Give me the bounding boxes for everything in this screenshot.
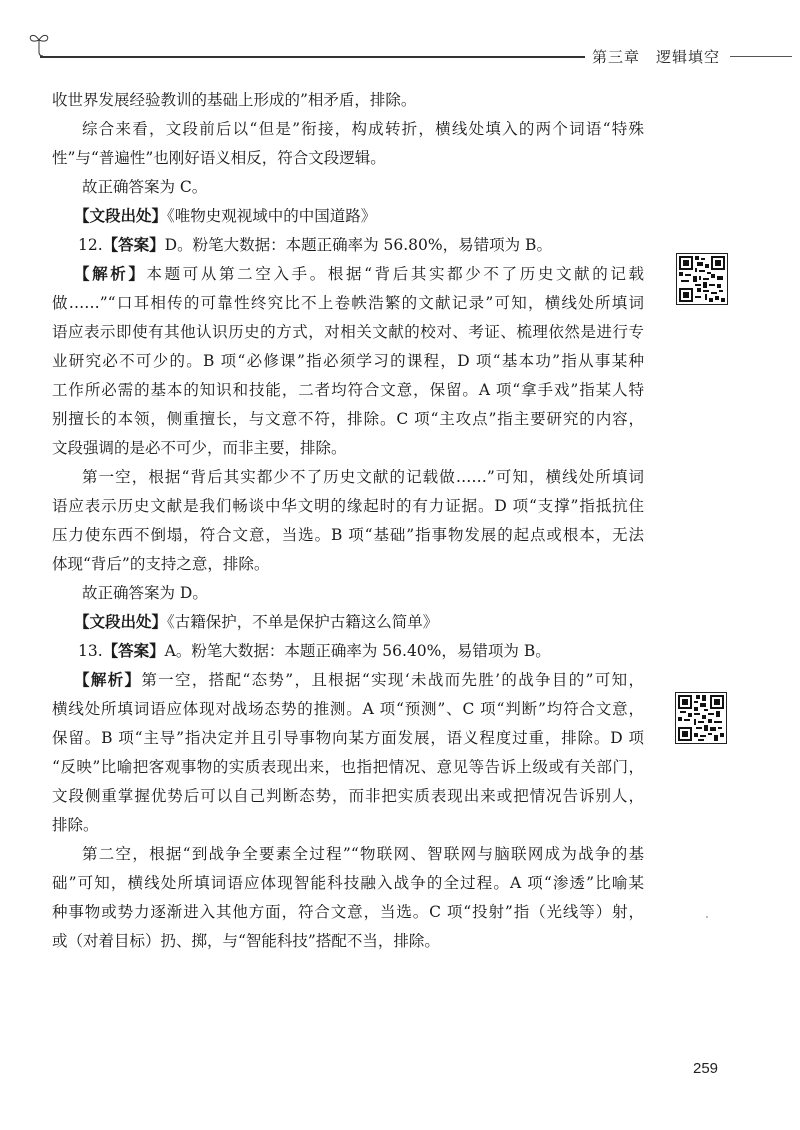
q12-analysis-line: [52, 260, 644, 289]
conclusion-line: 故正确答案为 C。: [82, 178, 208, 196]
text-line: 工作所必需的基本的知识和技能，二者均符合文意，保留。A 项“拿手戏”指某人特: [52, 381, 644, 399]
analysis-text: 第一空，搭配“态势”，且根据“实现‘未战而先胜’的战争目的”可知，: [141, 671, 644, 689]
answer-text: A。粉笔大数据：本题正确率为 56.40%，易错项为 B。: [164, 642, 551, 660]
q13-analysis-line: [52, 666, 644, 695]
text-line: 综合来看，文段前后以“但是”衔接，构成转折，横线处填入的两个词语“特殊: [82, 120, 644, 138]
text-line: 文段侧重掌握优势后可以自己判断态势，而非把实质表现出来或把情况告诉别人，: [52, 787, 644, 805]
text-line: 横线处所填词语应体现对战场态势的推测。A 项“预测”、C 项“判断”均符合文意，: [52, 700, 644, 718]
answer-text: D。粉笔大数据：本题正确率为 56.80%，易错项为 B。: [164, 236, 552, 254]
text-line: 种事物或势力逐渐进入其他方面，符合文意，当选。C 项“投射”指（光线等）射，: [52, 903, 644, 921]
question-number: 13.: [78, 642, 103, 660]
text-line: 性”与“普遍性”也刚好语义相反，符合文段逻辑。: [52, 149, 386, 167]
answer-label: 【答案】: [102, 236, 165, 254]
q12-qr-code[interactable]: [676, 253, 728, 305]
scan-artifact-dot: [706, 916, 708, 918]
text-line: 第一空，根据“背后其实都少不了历史文献的记载做……”可知，横线处所填词: [82, 468, 644, 486]
text-line: 础”可知，横线处所填词语应体现智能科技融入战争的全过程。A 项“渗透”比喻某: [52, 874, 644, 892]
page-body: [52, 86, 644, 956]
text-line: 语应表示即使有其他认识历史的方式，对相关文献的校对、考证、梳理依然是进行专: [52, 323, 644, 341]
text-line: 文段强调的是必不可少，而非主要，排除。: [52, 439, 347, 457]
chapter-title: [592, 46, 720, 67]
sprout-leaf-icon: [28, 30, 50, 56]
text-line: 或（对着目标）扔、掷，与“智能科技”搭配不当，排除。: [52, 932, 440, 950]
source-line: [52, 608, 644, 637]
source-line: [52, 202, 644, 231]
header-rule-right: [730, 56, 792, 57]
source-title: 《唯物史观视域中的中国道路》: [167, 207, 377, 225]
conclusion-line: 故正确答案为 D。: [82, 584, 208, 602]
text-line: 压力使东西不倒塌，符合文意，当选。B 项“基础”指事物发展的起点或根本，无法: [52, 526, 644, 544]
chapter-number: 第三章: [592, 48, 641, 66]
text-line: 做……”“口耳相传的可靠性终究比不上卷帙浩繁的文献记录”可知，横线处所填词: [52, 294, 644, 312]
analysis-text: 本题可从第二空入手。根据“背后其实都少不了历史文献的记载: [146, 265, 644, 283]
text-line: 语应表示历史文献是我们畅谈中华文明的缘起时的有力证据。D 项“支撑”指抵抗住: [52, 497, 644, 515]
source-label: 【文段出处】: [74, 613, 168, 631]
page-number: 259: [693, 1060, 719, 1077]
text-line: 别擅长的本领，侧重擅长，与文意不符，排除。C 项“主攻点”指主要研究的内容，: [52, 410, 644, 428]
source-label: 【文段出处】: [74, 207, 168, 225]
header-rule-left: [40, 56, 585, 58]
question-number: 12.: [78, 236, 103, 254]
q12-answer-line: [52, 231, 644, 260]
page-header: [0, 0, 800, 70]
text-line: 业研究必不可少的。B 项“必修课”指必须学习的课程，D 项“基本功”指从事某种: [52, 352, 644, 370]
q13-qr-code[interactable]: [675, 692, 727, 744]
section-title: 逻辑填空: [656, 48, 721, 66]
source-title: 《古籍保护，不单是保护古籍这么简单》: [167, 613, 439, 631]
text-line: 收世界发展经验教训的基础上形成的”相矛盾，排除。: [52, 91, 417, 109]
text-line: 体现“背后”的支持之意，排除。: [52, 555, 270, 573]
analysis-label: 【解析】: [74, 671, 142, 689]
analysis-label: 【解析】: [74, 265, 147, 283]
text-line: “反映”比喻把客观事物的实质表现出来，也指把情况、意见等告诉上级或有关部门，: [52, 758, 644, 776]
q13-answer-line: [52, 637, 644, 666]
answer-label: 【答案】: [102, 642, 165, 660]
text-line: 排除。: [52, 816, 99, 834]
text-line: 保留。B 项“主导”指决定并且引导事物向某方面发展，语义程度过重，排除。D 项: [52, 729, 644, 747]
text-line: 第二空，根据“到战争全要素全过程”“物联网、智联网与脑联网成为战争的基: [82, 845, 644, 863]
